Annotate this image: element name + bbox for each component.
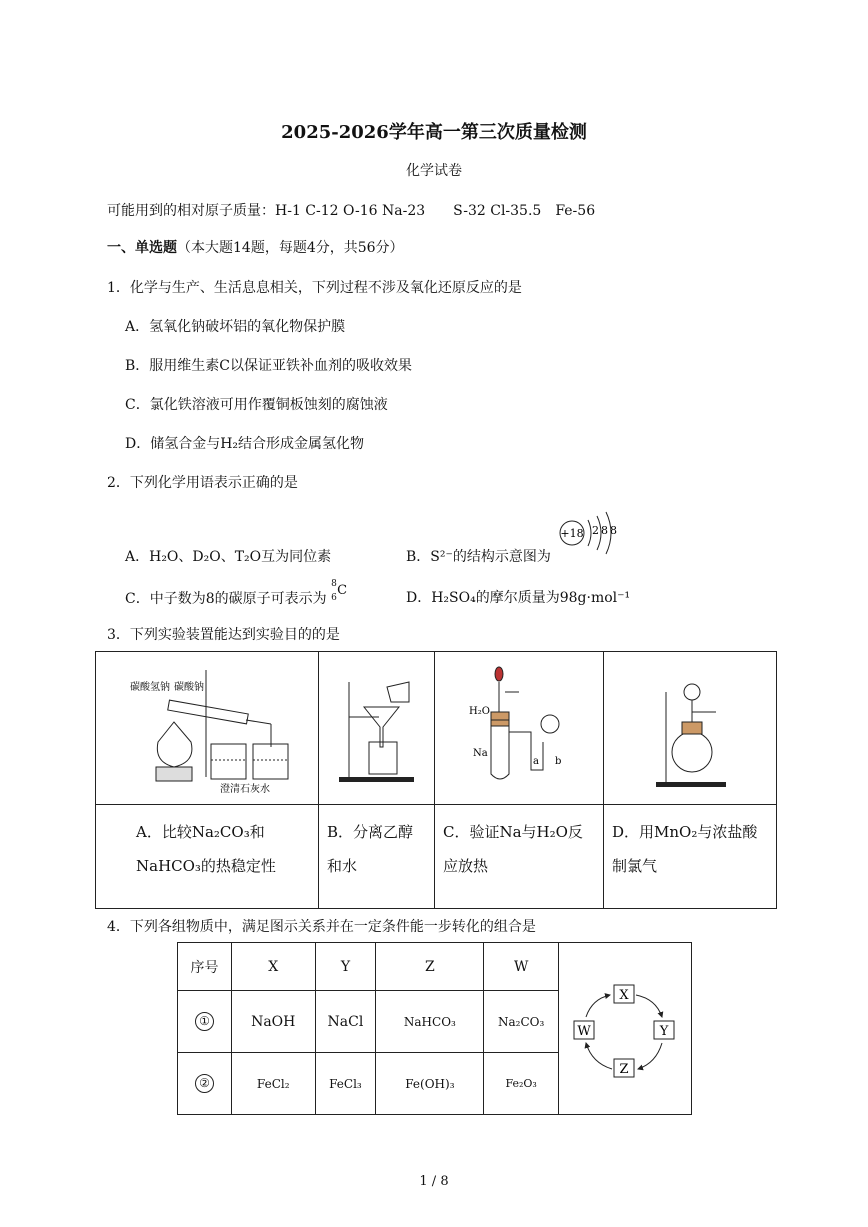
cycle-diagram-cell bbox=[558, 943, 691, 1115]
caption-a-text: A．比较Na₂CO₃和NaHCO₃的热稳定性 bbox=[136, 823, 276, 875]
apparatus-d-diagram bbox=[604, 652, 776, 800]
row1-w: Na₂CO₃ bbox=[484, 991, 559, 1053]
q1-option-d: D．储氢合金与H₂结合形成金属氢化物 bbox=[125, 436, 365, 452]
cycle-z: Z bbox=[619, 1061, 629, 1077]
row1-z: NaHCO₃ bbox=[376, 991, 484, 1053]
header-index: 序号 bbox=[178, 943, 232, 991]
apparatus-b-diagram bbox=[319, 652, 434, 800]
apparatus-a bbox=[96, 652, 319, 805]
label-h2o: H₂O bbox=[469, 706, 490, 717]
isotope-atomic: 6 bbox=[331, 593, 337, 603]
q4-table bbox=[177, 942, 692, 1115]
q2-option-c-text: C．中子数为8的碳原子可表示为 bbox=[125, 591, 327, 607]
section-heading bbox=[107, 237, 404, 257]
q3-stem: 3．下列实验装置能达到实验目的的是 bbox=[107, 627, 340, 643]
header-x: X bbox=[231, 943, 315, 991]
row1-index bbox=[178, 991, 232, 1053]
cycle-diagram bbox=[560, 947, 690, 1107]
row2-w: Fe₂O₃ bbox=[484, 1053, 559, 1115]
shell-1: 2 bbox=[592, 524, 599, 537]
q2-option-b: B．S²⁻的结构示意图为 bbox=[406, 549, 551, 565]
page-number: 1 / 8 bbox=[419, 1174, 449, 1189]
label-b: b bbox=[555, 756, 562, 767]
q1-stem: 1．化学与生产、生活息息相关，下列过程不涉及氧化还原反应的是 bbox=[107, 280, 522, 296]
header-w: W bbox=[484, 943, 559, 991]
apparatus-d bbox=[604, 652, 777, 805]
apparatus-c bbox=[435, 652, 604, 805]
header-z: Z bbox=[376, 943, 484, 991]
row2-index-text: ② bbox=[195, 1074, 214, 1093]
section-title: 一、单选题 bbox=[107, 240, 177, 256]
q2-option-c bbox=[125, 579, 349, 608]
row1-x: NaOH bbox=[231, 991, 315, 1053]
row2-index bbox=[178, 1053, 232, 1115]
section-note: （本大题14题，每题4分，共56分） bbox=[177, 240, 404, 256]
apparatus-b bbox=[319, 652, 435, 805]
caption-b-text: B．分离乙醇和水 bbox=[327, 823, 414, 875]
cycle-w: W bbox=[577, 1023, 591, 1039]
label-limewater: 澄清石灰水 bbox=[220, 784, 270, 795]
q4-stem: 4．下列各组物质中，满足图示关系并在一定条件能一步转化的组合是 bbox=[107, 919, 536, 935]
apparatus-a-diagram bbox=[96, 652, 318, 800]
isotope-symbol bbox=[331, 579, 349, 603]
label-a: a bbox=[533, 756, 539, 767]
label-nahco3: 碳酸氢钠 bbox=[130, 682, 170, 693]
page-subtitle: 化学试卷 bbox=[406, 163, 462, 179]
label-na: Na bbox=[473, 748, 488, 759]
q1-option-a: A．氢氧化钠破坏铝的氧化物保护膜 bbox=[125, 319, 346, 335]
caption-d-text: D．用MnO₂与浓盐酸制氯气 bbox=[612, 823, 758, 875]
shell-2: 8 bbox=[601, 524, 608, 537]
q2-stem: 2．下列化学用语表示正确的是 bbox=[107, 475, 298, 491]
page-title: 2025-2026学年高一第三次质量检测 bbox=[281, 122, 587, 143]
q2-option-a: A．H₂O、D₂O、T₂O互为同位素 bbox=[125, 549, 332, 565]
caption-d bbox=[604, 805, 777, 909]
q1-option-b: B．服用维生素C以保证亚铁补血剂的吸收效果 bbox=[125, 358, 412, 374]
row1-y: NaCl bbox=[315, 991, 376, 1053]
ion-structure-diagram bbox=[556, 508, 626, 560]
q3-apparatus-table bbox=[95, 651, 777, 909]
isotope-element: C bbox=[337, 583, 348, 598]
shell-3: 8 bbox=[610, 524, 617, 537]
row2-y: FeCl₃ bbox=[315, 1053, 376, 1115]
cycle-x: X bbox=[619, 987, 629, 1003]
caption-a bbox=[96, 805, 319, 909]
isotope-mass: 8 bbox=[331, 579, 337, 589]
apparatus-c-diagram bbox=[435, 652, 603, 800]
q1-option-c: C．氯化铁溶液可用作覆铜板蚀刻的腐蚀液 bbox=[125, 397, 388, 413]
label-na2co3: 碳酸钠 bbox=[174, 682, 204, 693]
q2-option-d: D．H₂SO₄的摩尔质量为98g·mol⁻¹ bbox=[406, 590, 631, 606]
row1-index-text: ① bbox=[195, 1012, 214, 1031]
caption-c-text: C．验证Na与H₂O反应放热 bbox=[443, 823, 583, 875]
caption-c bbox=[435, 805, 604, 909]
nucleus-charge: +18 bbox=[560, 527, 584, 540]
cycle-y: Y bbox=[659, 1023, 669, 1039]
caption-b bbox=[319, 805, 435, 909]
row2-z: Fe(OH)₃ bbox=[376, 1053, 484, 1115]
atomic-masses: 可能用到的相对原子质量：H-1 C-12 O-16 Na-23 S-32 Cl-35.5 Fe-56 bbox=[107, 203, 596, 219]
header-y: Y bbox=[315, 943, 376, 991]
row2-x: FeCl₂ bbox=[231, 1053, 315, 1115]
